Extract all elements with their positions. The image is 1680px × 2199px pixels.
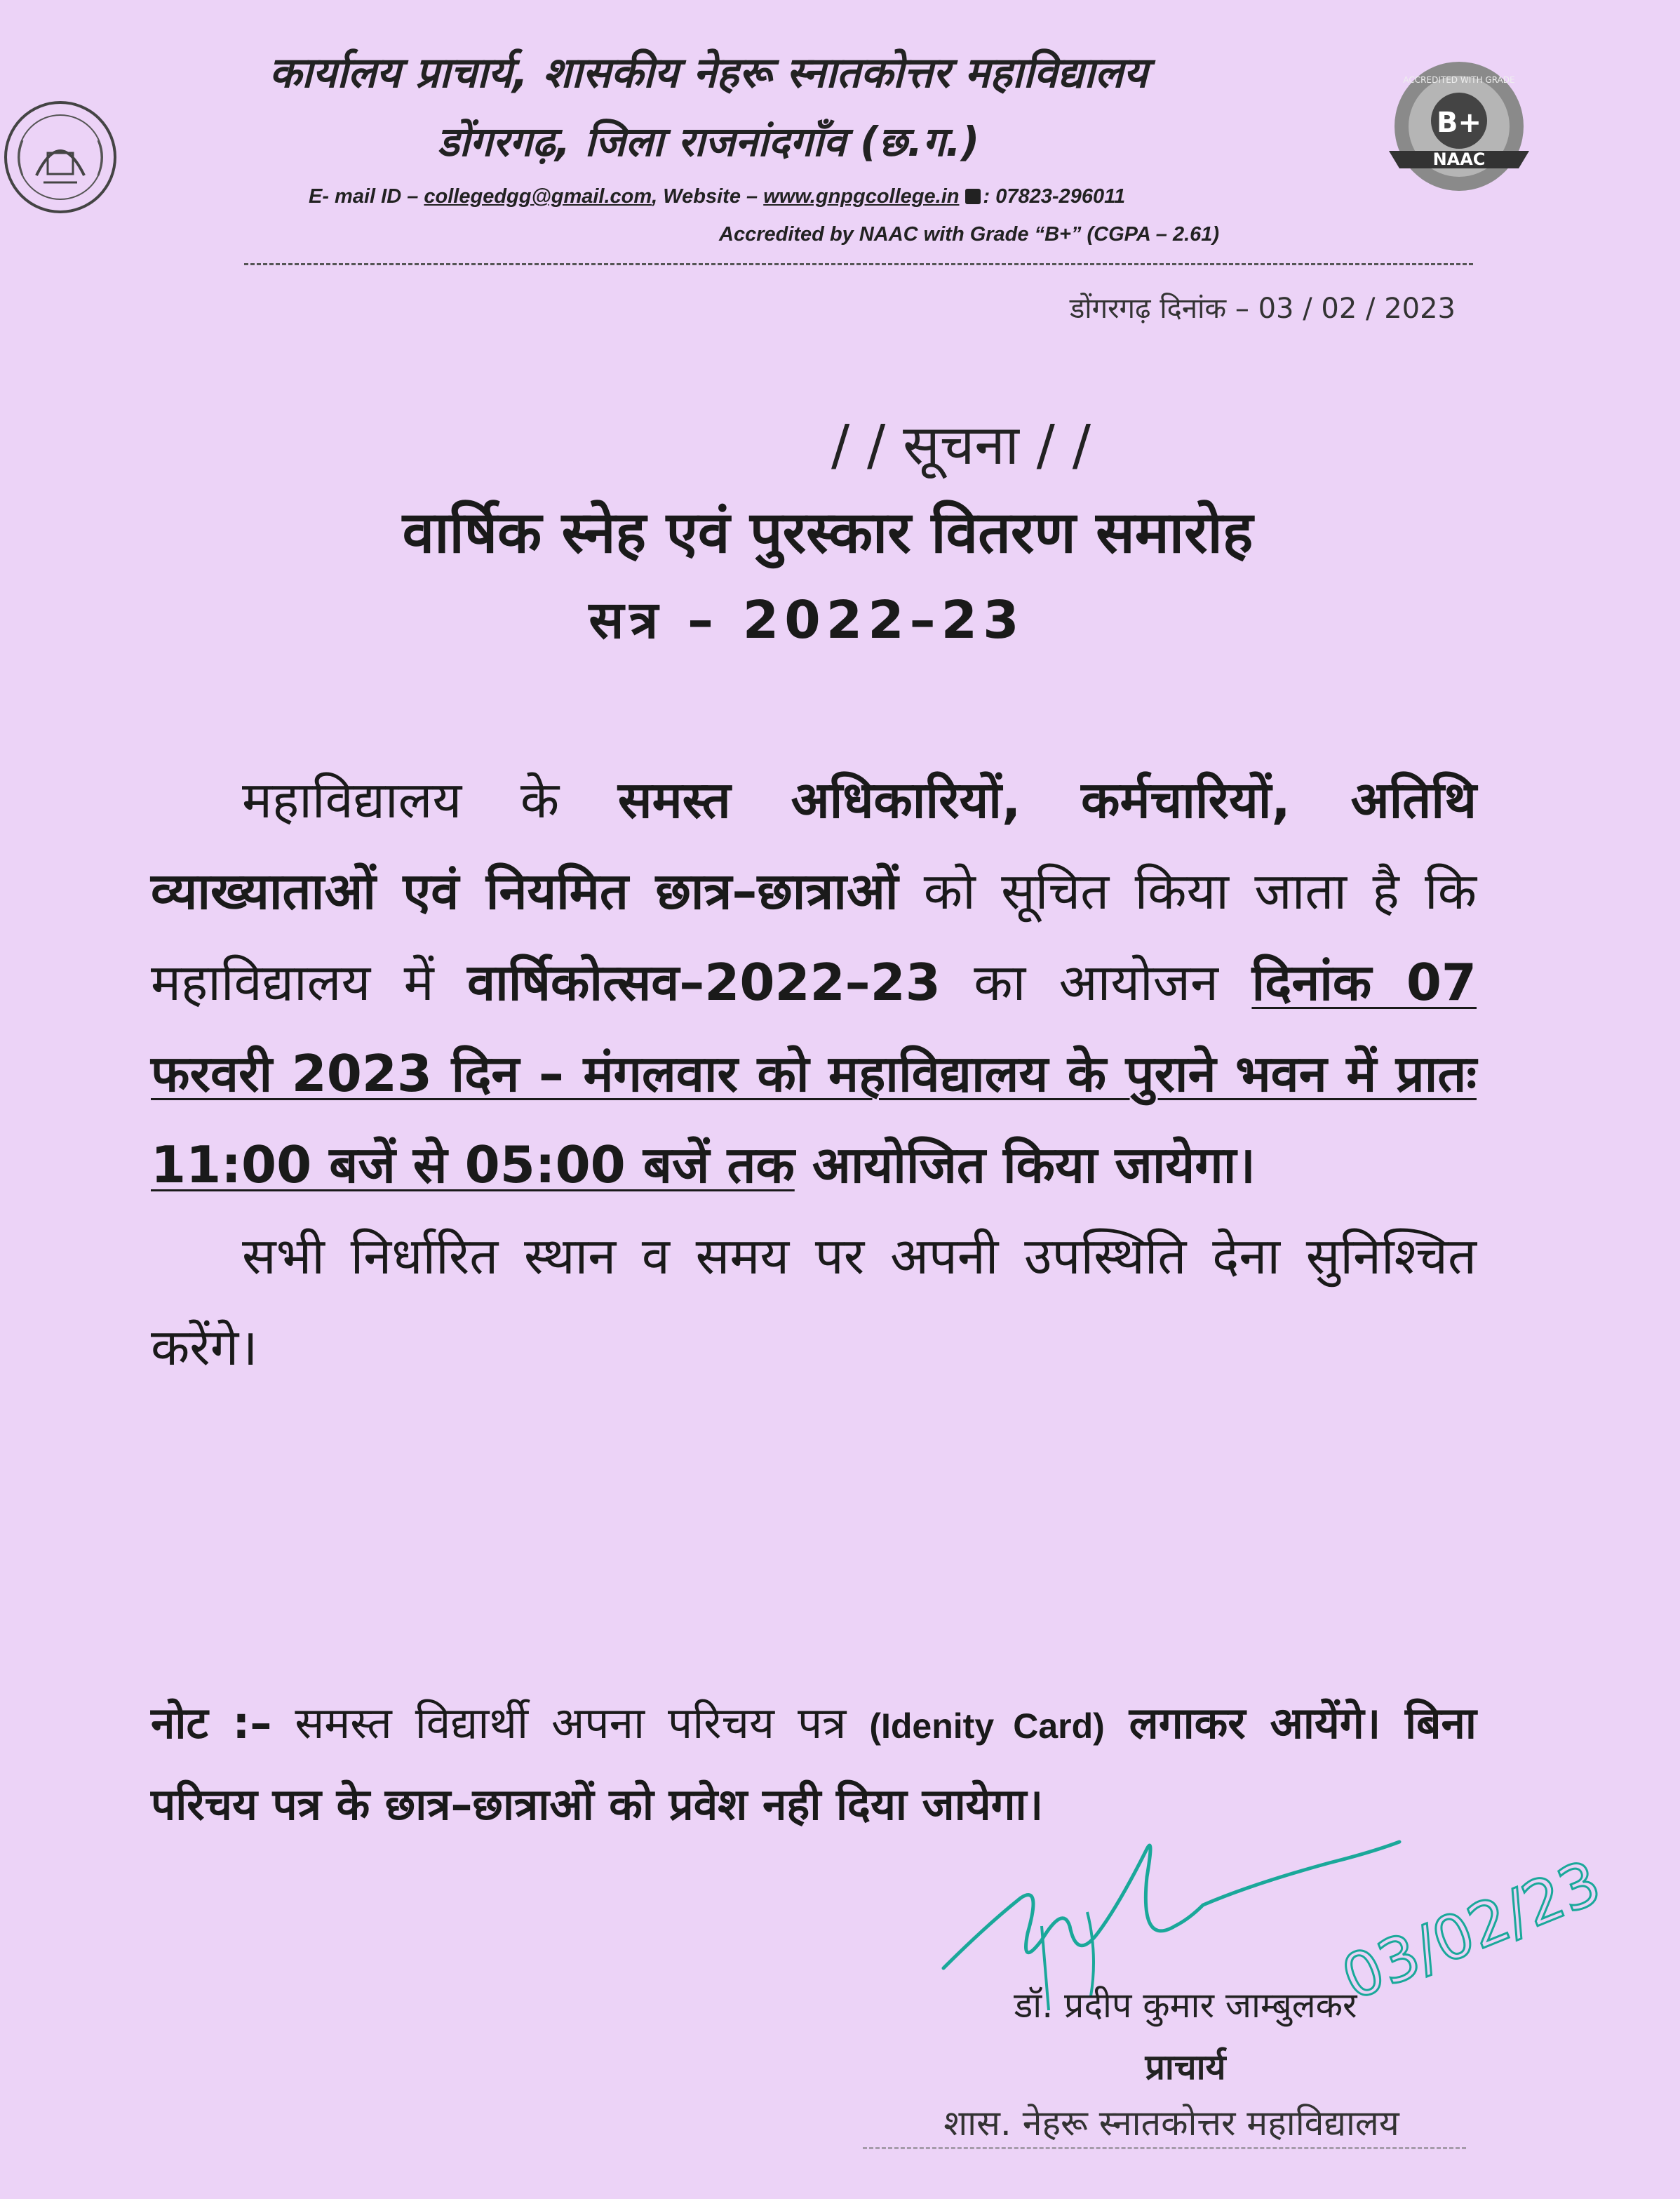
phone-icon — [965, 189, 981, 204]
naac-label: NAAC — [1432, 149, 1486, 169]
handwritten-date: 03/02/23 — [1332, 1847, 1611, 2014]
body-paragraph-2: सभी निर्धारित स्थान व समय पर अपनी उपस्थिति देना सुनिश्चित करेंगे। — [151, 1227, 1477, 1377]
naac-grade: B+ — [1436, 107, 1482, 139]
note-block: नोट :– समस्त विद्यार्थी अपना परिचय पत्र (Idenity Card) लगाकर आयेंगे। बिना परिचय पत्र के छात्र–छात्राओं को प्रवेश नही दिया जायेगा। — [151, 1697, 1477, 1830]
audience-text: समस्त अधिकारियों, कर्मचारियों, अतिथि व्याख्याताओं एवं नियमित छात्र–छात्राओं — [151, 770, 1477, 921]
body-paragraph-1: महाविद्यालय के समस्त अधिकारियों, कर्मचारियों, अतिथि व्याख्याताओं एवं नियमित छात्र–छात्राओं को सूचित किया जाता है कि महाविद्यालय में वार्षिकोत्सव–2022–23 का आयोजन दिनांक 07 फरवरी 2023 दिन – मंगलवार को महाविद्यालय के पुराने भवन में प्रातः 11:00 बजें से 05:00 बजें तक आयोजित किया जायेगा। — [151, 770, 1477, 1194]
naac-ring-text: ACCREDITED WITH GRADE — [1403, 75, 1515, 85]
event-title: वार्षिक स्नेह एवं पुरस्कार वितरण समारोह — [402, 500, 1254, 566]
college-emblem-icon — [1, 98, 119, 216]
festival-name: वार्षिकोत्सव–2022–23 — [467, 953, 941, 1012]
letterhead-divider — [244, 263, 1473, 265]
naac-seal-icon — [1371, 56, 1547, 196]
signatory-name: डॉ. प्रदीप कुमार जाम्बुलकर — [1014, 1985, 1357, 2026]
signatory-college: शास. नेहरू स्नातकोत्तर महाविद्यालय — [943, 2103, 1399, 2144]
website-label: , Website – — [652, 185, 764, 208]
cut-off-address-line — [863, 2147, 1466, 2163]
website-link[interactable]: www.gnpgcollege.in — [763, 185, 960, 208]
email-link[interactable]: collegedgg@gmail.com — [424, 185, 652, 208]
note-label: नोट :– — [151, 1697, 272, 1749]
email-label: E- mail ID – — [309, 185, 424, 208]
phone-number: : 07823-296011 — [983, 185, 1126, 208]
identity-card-text: (Idenity Card) — [869, 1706, 1105, 1746]
signatory-designation: प्राचार्य — [1145, 2047, 1226, 2087]
contact-line — [309, 185, 1305, 208]
letterhead-subtitle: डोंगरगढ़, जिला राजनांदगाँव (छ.ग.) — [437, 118, 980, 166]
accreditation-line: Accredited by NAAC with Grade “B+” (CGPA – 2.61) — [719, 223, 1220, 246]
event-date-time: दिनांक 07 फरवरी 2023 दिन – मंगलवार को महाविद्यालय के पुराने भवन में प्रातः 11:00 बजें से 05:00 बजें तक — [151, 953, 1477, 1194]
notice-body — [151, 754, 1477, 1393]
date-line: डोंगरगढ़ दिनांक – 03 / 02 / 2023 — [1069, 293, 1456, 325]
letterhead-title: कार्यालय प्राचार्य, शासकीय नेहरू स्नातकोत्तर महाविद्यालय — [269, 48, 1148, 98]
session-line: सत्र – 2022–23 — [589, 590, 1025, 650]
notice-heading: / / सूचना / / — [831, 414, 1091, 477]
